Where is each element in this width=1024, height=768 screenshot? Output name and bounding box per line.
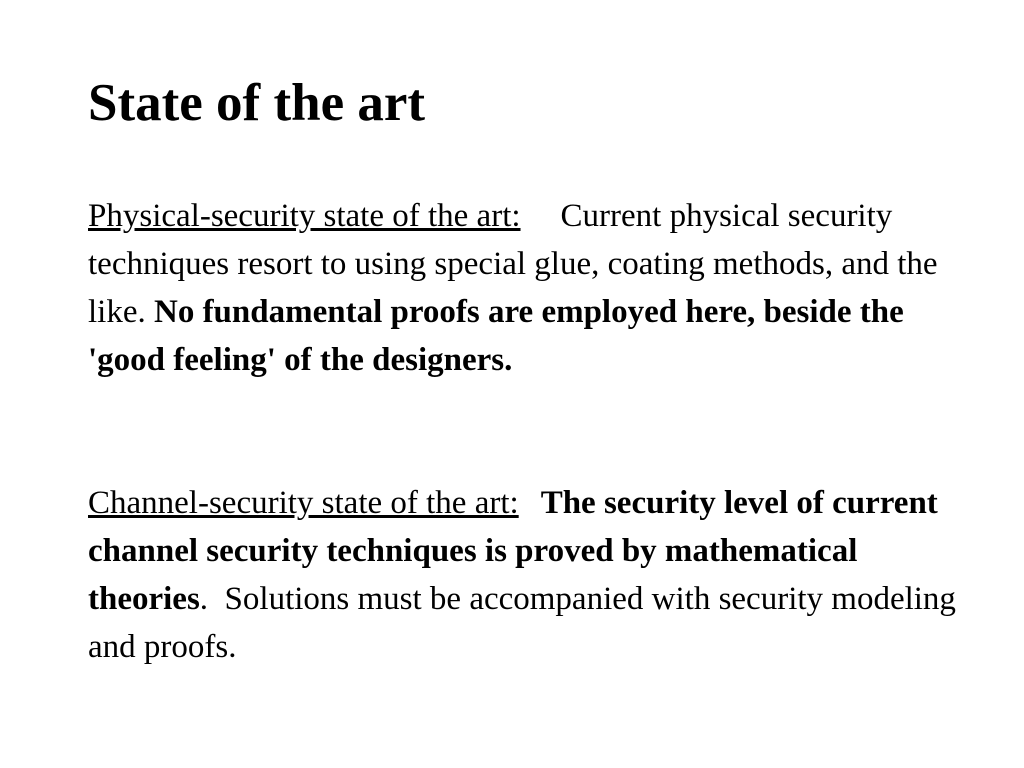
physical-security-paragraph	[88, 192, 978, 384]
physical-security-text: Current physical security techniques resort to using special glue, coating methods, and the like.	[88, 198, 938, 330]
channel-security-label: Channel-security state of the art:	[88, 485, 519, 521]
channel-security-text: . Solutions must be accompanied with security modeling and proofs.	[88, 581, 965, 665]
physical-security-emphasis: No fundamental proofs are employed here, beside the 'good feeling' of the designers.	[88, 294, 904, 378]
channel-security-emphasis: The security level of current channel security techniques is proved by mathematical theories	[88, 485, 938, 617]
channel-security-paragraph	[88, 479, 978, 671]
slide-title: State of the art	[88, 74, 426, 132]
physical-security-label: Physical-security state of the art:	[88, 198, 521, 234]
